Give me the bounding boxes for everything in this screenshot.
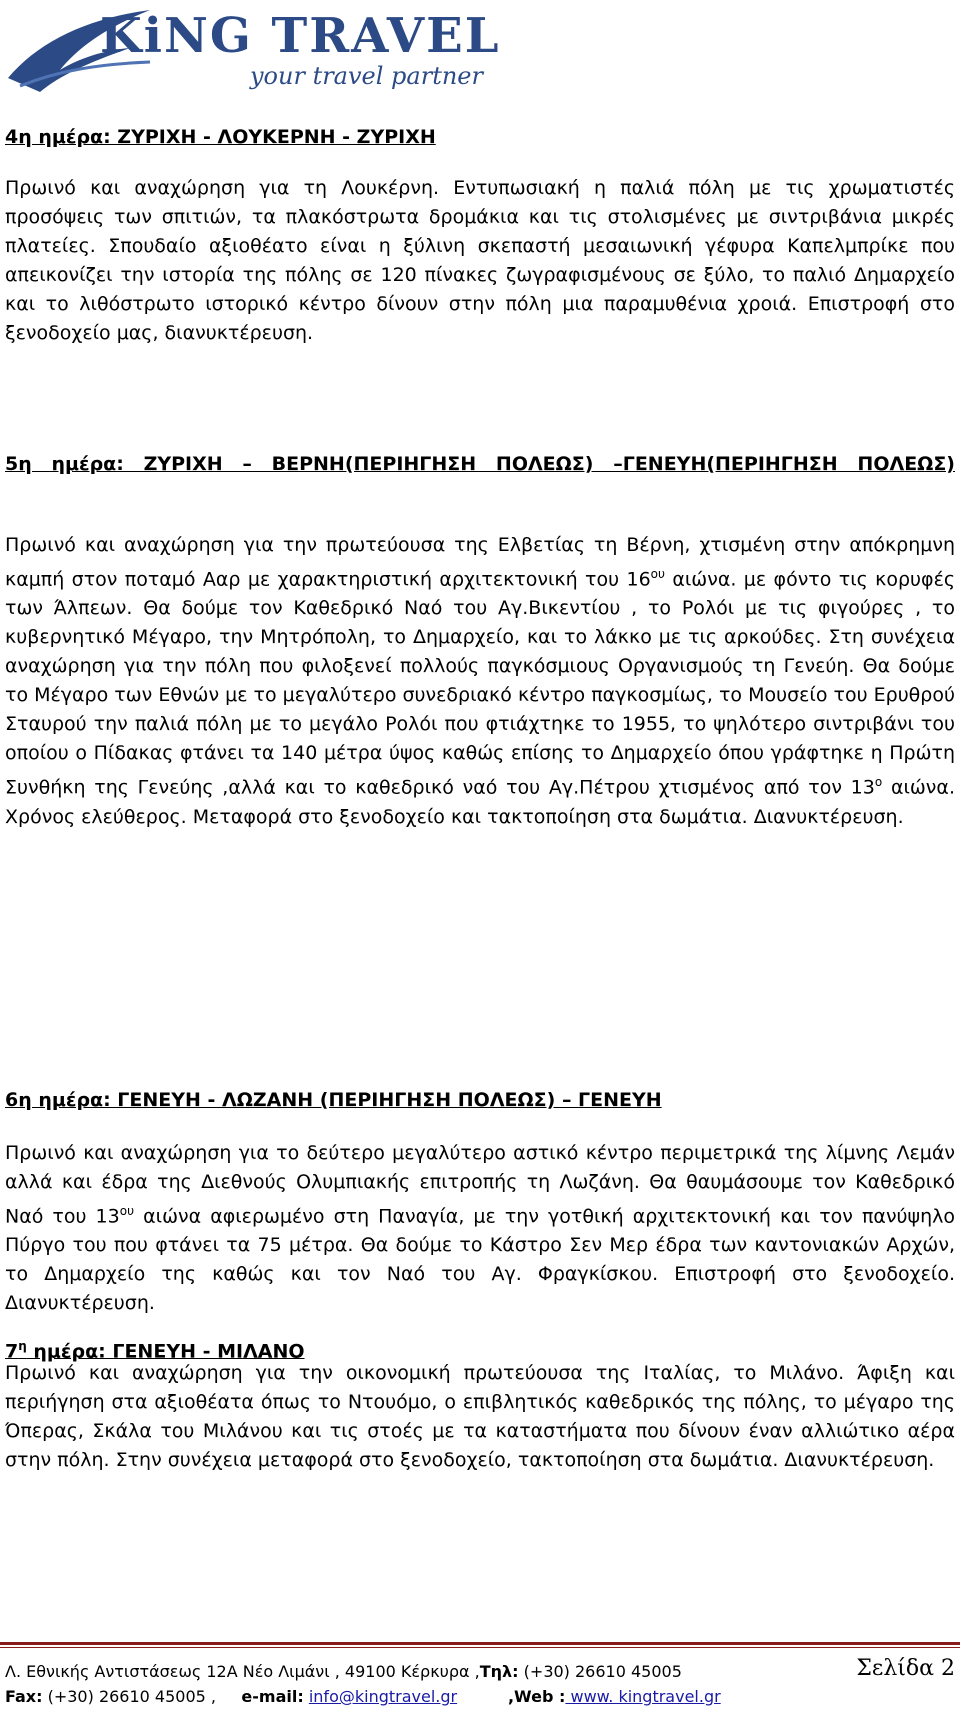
footer-fax: (+30) 26610 45005 , bbox=[42, 1687, 242, 1706]
page-number: Σελίδα 2 bbox=[856, 1656, 955, 1681]
footer-tel-label: Τηλ: bbox=[479, 1662, 519, 1681]
footer-tel: (+30) 26610 45005 bbox=[518, 1662, 682, 1681]
day5-paragraph: Πρωινό και αναχώρηση για την πρωτεύουσα της Ελβετίας τη Βέρνη, χτισμένη στην απόκρημνη καμπή στον ποταμό Ααρ με χαρακτηριστική αρχιτεκτονική του $16^{o\upsilon}$ αιώνα. με φόντο τις κορυφές των Άλπεων. Θα δούμε τον Καθεδρικό Ναό του Αγ.Βικεντίου , το Ρολόι με τις φιγούρες , το κυβερνητικό Μέγαρο, την Μητρόπολη, το Δημαρχείο, και το λάκκο με τις αρκούδες. Στη συνέχεια αναχώρηση για την πόλη που φιλοξενεί πολλούς παγκόσμιους Οργανισμούς τη Γενεύη. Θα δούμε το Μέγαρο των Εθνών με το μεγαλύτερο συνεδριακό κέντρο παγκοσμίως, το Μουσείο του Ερυθρού Σταυρού την παλιά πόλη με το μεγάλο Ρολόι που φτιάχτηκε το 1955, το ψηλότερο σιντριβάνι του οποίου ο Πίδακας φτάνει τα 140 μέτρα ύψος καθώς επίσης το Δημαρχείο όπου γράφτηκε η Πρώτη Συνθήκη της Γενεύης ,αλλά και το καθεδρικό ναό του Αγ.Πέτρου χτισμένος από τον $13^o$ αιώνα. Χρόνος ελεύθερος. Μεταφορά στο ξενοδοχείο και τακτοποίηση στα δωμάτια. Διανυκτέρευση. bbox=[5, 534, 955, 828]
logo-brand-text: KiNG TRAVEL bbox=[100, 8, 501, 64]
day7-heading: $7^\eta$ ημέρα: ΓΕΝΕΥΗ - ΜΙΛΑΝΟ bbox=[5, 1339, 305, 1363]
king-travel-logo bbox=[0, 0, 560, 100]
footer-email-link[interactable]: info@kingtravel.gr bbox=[308, 1687, 458, 1706]
day6-heading: 6η ημέρα: ΓΕΝΕΥΗ - ΛΩΖΑΝΗ (ΠΕΡΙΗΓΗΣΗ ΠΟΛΕΩΣ) – ΓΕΝΕΥΗ bbox=[5, 1089, 662, 1111]
footer-address: Λ. Εθνικής Αντιστάσεως 12Α Νέο Λιμάνι , 49100 Κέρκυρα , bbox=[5, 1662, 480, 1681]
logo-tagline-text: your travel partner bbox=[250, 62, 483, 90]
footer-rule-thin bbox=[0, 1647, 960, 1648]
day4-heading: 4η ημέρα: ΖΥΡΙΧΗ - ΛΟΥΚΕΡΝΗ - ΖΥΡΙΧΗ bbox=[5, 126, 436, 148]
footer-web-label: ,Web : bbox=[507, 1687, 566, 1706]
footer-contact-line bbox=[5, 1687, 955, 1706]
footer-rule bbox=[0, 1642, 960, 1645]
day5-heading: 5η ημέρα: ΖΥΡΙΧΗ – ΒΕΡΝΗ(ΠΕΡΙΗΓΗΣΗ ΠΟΛΕΩΣ) –ΓΕΝΕΥΗ(ΠΕΡΙΗΓΗΣΗ ΠΟΛΕΩΣ) bbox=[5, 453, 955, 475]
day4-paragraph: Πρωινό και αναχώρηση για τη Λουκέρνη. Εντυπωσιακή η παλιά πόλη με τις χρωματιστές προσόψεις των σπιτιών, τα πλακόστρωτα δρομάκια και τις στολισμένες με σιντριβάνια μικρές πλατείες. Σπουδαίο αξιοθέατο είναι η ξύλινη σκεπαστή μεσαιωνική γέφυρα Καπελμπρίκε που απεικονίζει την ιστορία της πόλης σε 120 πίνακες ζωγραφισμένους σε ξύλο, το παλιό Δημαρχείο και το λιθόστρωτο ιστορικό κέντρο δίνουν στην πόλη μια παραμυθένια χροιά. Επιστροφή στο ξενοδοχείο μας, διανυκτέρευση. bbox=[5, 177, 955, 344]
footer-web-link[interactable]: www. kingtravel.gr bbox=[565, 1687, 721, 1706]
footer-address-line bbox=[5, 1662, 955, 1681]
footer-email-label: e-mail: bbox=[241, 1687, 304, 1706]
day7-paragraph: Πρωινό και αναχώρηση για την οικονομική πρωτεύουσα της Ιταλίας, το Μιλάνο. Άφιξη και περιήγηση στα αξιοθέατα όπως το Ντουόμο, ο επιβλητικός καθεδρικός της πόλης, το μέγαρο της Όπερας, Σκάλα του Μιλάνου και τις στοές με τα καταστήματα που δίνουν έναν αλλιώτικο αέρα στην πόλη. Στην συνέχεια μεταφορά στο ξενοδοχείο, τακτοποίηση στα δωμάτια. Διανυκτέρευση. bbox=[5, 1362, 955, 1471]
day6-paragraph: Πρωινό και αναχώρηση για το δεύτερο μεγαλύτερο αστικό κέντρο περιμετρικά της λίμνης Λεμάν αλλά και έδρα της Διεθνούς Ολυμπιακής επιτροπής τη Λωζάνη. Θα θαυμάσουμε τον Καθεδρικό Ναό του $13^{o\upsilon}$ αιώνα αφιερωμένο στη Παναγία, με την γοτθική αρχιτεκτονική και τον πανύψηλο Πύργο του που φτάνει τα 75 μέτρα. Θα δούμε το Κάστρο Σεν Μερ έδρα των καντονιακών Αρχών, το Δημαρχείο της καθώς και τον Ναό του Αγ. Φραγκίσκου. Επιστροφή στο ξενοδοχείο. Διανυκτέρευση. bbox=[5, 1142, 955, 1315]
footer-fax-label: Fax: bbox=[5, 1687, 43, 1706]
